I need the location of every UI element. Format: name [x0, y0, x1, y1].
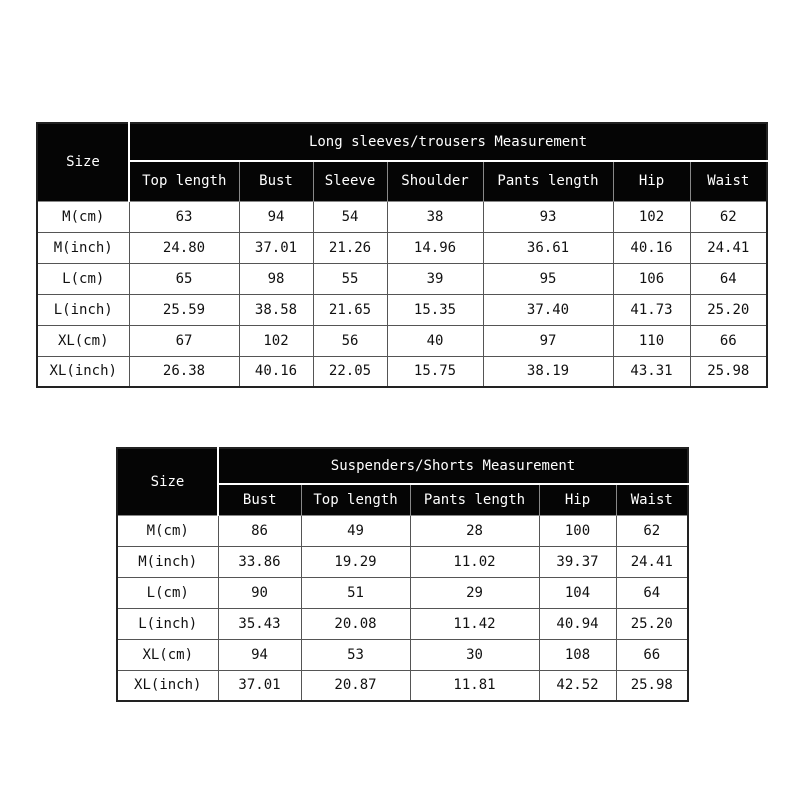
- column-header-row: [37, 161, 767, 201]
- measurement-cell: 37.01: [218, 670, 301, 701]
- measurement-cell: 43.31: [613, 356, 690, 387]
- measurement-cell: 104: [539, 577, 616, 608]
- measurement-cell: 14.96: [387, 232, 483, 263]
- table-row: [117, 639, 688, 670]
- measurement-cell: 54: [313, 201, 387, 232]
- measurement-cell: 64: [616, 577, 688, 608]
- table-row: [37, 356, 767, 387]
- measurement-cell: 15.75: [387, 356, 483, 387]
- measurement-cell: 25.20: [690, 294, 767, 325]
- measurement-cell: 40: [387, 325, 483, 356]
- measurement-cell: 97: [483, 325, 613, 356]
- column-header: Pants length: [483, 161, 613, 201]
- measurement-cell: 66: [616, 639, 688, 670]
- size-cell: L(cm): [37, 263, 129, 294]
- measurement-cell: 90: [218, 577, 301, 608]
- long-sleeves-measurement-table: [36, 122, 768, 388]
- table-row: [117, 515, 688, 546]
- measurement-cell: 53: [301, 639, 410, 670]
- table-row: [117, 608, 688, 639]
- measurement-cell: 102: [239, 325, 313, 356]
- measurement-cell: 62: [690, 201, 767, 232]
- size-cell: XL(inch): [37, 356, 129, 387]
- column-header: Pants length: [410, 484, 539, 515]
- size-cell: M(cm): [117, 515, 218, 546]
- size-cell: L(inch): [117, 608, 218, 639]
- measurement-cell: 36.61: [483, 232, 613, 263]
- measurement-cell: 21.65: [313, 294, 387, 325]
- measurement-cell: 20.08: [301, 608, 410, 639]
- size-cell: XL(inch): [117, 670, 218, 701]
- size-cell: XL(cm): [37, 325, 129, 356]
- measurement-cell: 66: [690, 325, 767, 356]
- measurement-cell: 40.16: [613, 232, 690, 263]
- measurement-cell: 21.26: [313, 232, 387, 263]
- measurement-cell: 55: [313, 263, 387, 294]
- measurement-cell: 102: [613, 201, 690, 232]
- measurement-cell: 25.98: [690, 356, 767, 387]
- column-header: Top length: [301, 484, 410, 515]
- measurement-cell: 42.52: [539, 670, 616, 701]
- measurement-cell: 28: [410, 515, 539, 546]
- measurement-cell: 98: [239, 263, 313, 294]
- measurement-cell: 106: [613, 263, 690, 294]
- measurement-cell: 94: [218, 639, 301, 670]
- size-cell: L(inch): [37, 294, 129, 325]
- measurement-cell: 51: [301, 577, 410, 608]
- table-title: Suspenders/Shorts Measurement: [218, 448, 688, 484]
- column-header: Hip: [613, 161, 690, 201]
- measurement-cell: 65: [129, 263, 239, 294]
- measurement-cell: 24.41: [690, 232, 767, 263]
- measurement-cell: 67: [129, 325, 239, 356]
- measurement-cell: 100: [539, 515, 616, 546]
- table-body: [37, 201, 767, 387]
- measurement-cell: 30: [410, 639, 539, 670]
- measurement-cell: 15.35: [387, 294, 483, 325]
- measurement-cell: 37.01: [239, 232, 313, 263]
- column-header: Bust: [218, 484, 301, 515]
- measurement-cell: 86: [218, 515, 301, 546]
- measurement-cell: 25.59: [129, 294, 239, 325]
- measurement-cell: 40.94: [539, 608, 616, 639]
- measurement-cell: 95: [483, 263, 613, 294]
- measurement-cell: 26.38: [129, 356, 239, 387]
- measurement-cell: 25.98: [616, 670, 688, 701]
- table-row: [117, 670, 688, 701]
- measurement-cell: 25.20: [616, 608, 688, 639]
- suspenders-shorts-measurement-table: [116, 447, 689, 702]
- measurement-cell: 11.02: [410, 546, 539, 577]
- size-cell: M(inch): [117, 546, 218, 577]
- measurement-cell: 38.19: [483, 356, 613, 387]
- size-header: Size: [117, 448, 218, 515]
- measurement-cell: 40.16: [239, 356, 313, 387]
- size-cell: M(cm): [37, 201, 129, 232]
- measurement-cell: 38: [387, 201, 483, 232]
- table-row: [37, 232, 767, 263]
- size-header: Size: [37, 123, 129, 201]
- measurement-cell: 22.05: [313, 356, 387, 387]
- size-cell: L(cm): [117, 577, 218, 608]
- measurement-cell: 110: [613, 325, 690, 356]
- table-row: [37, 294, 767, 325]
- measurement-cell: 33.86: [218, 546, 301, 577]
- measurement-cell: 56: [313, 325, 387, 356]
- column-header: Waist: [616, 484, 688, 515]
- measurement-cell: 11.81: [410, 670, 539, 701]
- column-header: Bust: [239, 161, 313, 201]
- table-title: Long sleeves/trousers Measurement: [129, 123, 767, 161]
- table-body: [117, 515, 688, 701]
- table-row: [117, 577, 688, 608]
- measurement-cell: 39.37: [539, 546, 616, 577]
- measurement-cell: 29: [410, 577, 539, 608]
- column-header: Shoulder: [387, 161, 483, 201]
- size-cell: M(inch): [37, 232, 129, 263]
- measurement-cell: 38.58: [239, 294, 313, 325]
- measurement-cell: 49: [301, 515, 410, 546]
- measurement-cell: 64: [690, 263, 767, 294]
- table-row: [37, 201, 767, 232]
- measurement-cell: 62: [616, 515, 688, 546]
- measurement-cell: 94: [239, 201, 313, 232]
- column-header: Top length: [129, 161, 239, 201]
- size-cell: XL(cm): [117, 639, 218, 670]
- measurement-cell: 37.40: [483, 294, 613, 325]
- measurement-cell: 93: [483, 201, 613, 232]
- measurement-cell: 24.80: [129, 232, 239, 263]
- measurement-cell: 24.41: [616, 546, 688, 577]
- column-header: Sleeve: [313, 161, 387, 201]
- column-header: Waist: [690, 161, 767, 201]
- measurement-cell: 108: [539, 639, 616, 670]
- measurement-cell: 41.73: [613, 294, 690, 325]
- measurement-cell: 11.42: [410, 608, 539, 639]
- measurement-cell: 63: [129, 201, 239, 232]
- measurement-cell: 35.43: [218, 608, 301, 639]
- table-row: [117, 546, 688, 577]
- measurement-cell: 19.29: [301, 546, 410, 577]
- table-row: [37, 325, 767, 356]
- measurement-cell: 20.87: [301, 670, 410, 701]
- table-row: [37, 263, 767, 294]
- column-header: Hip: [539, 484, 616, 515]
- measurement-cell: 39: [387, 263, 483, 294]
